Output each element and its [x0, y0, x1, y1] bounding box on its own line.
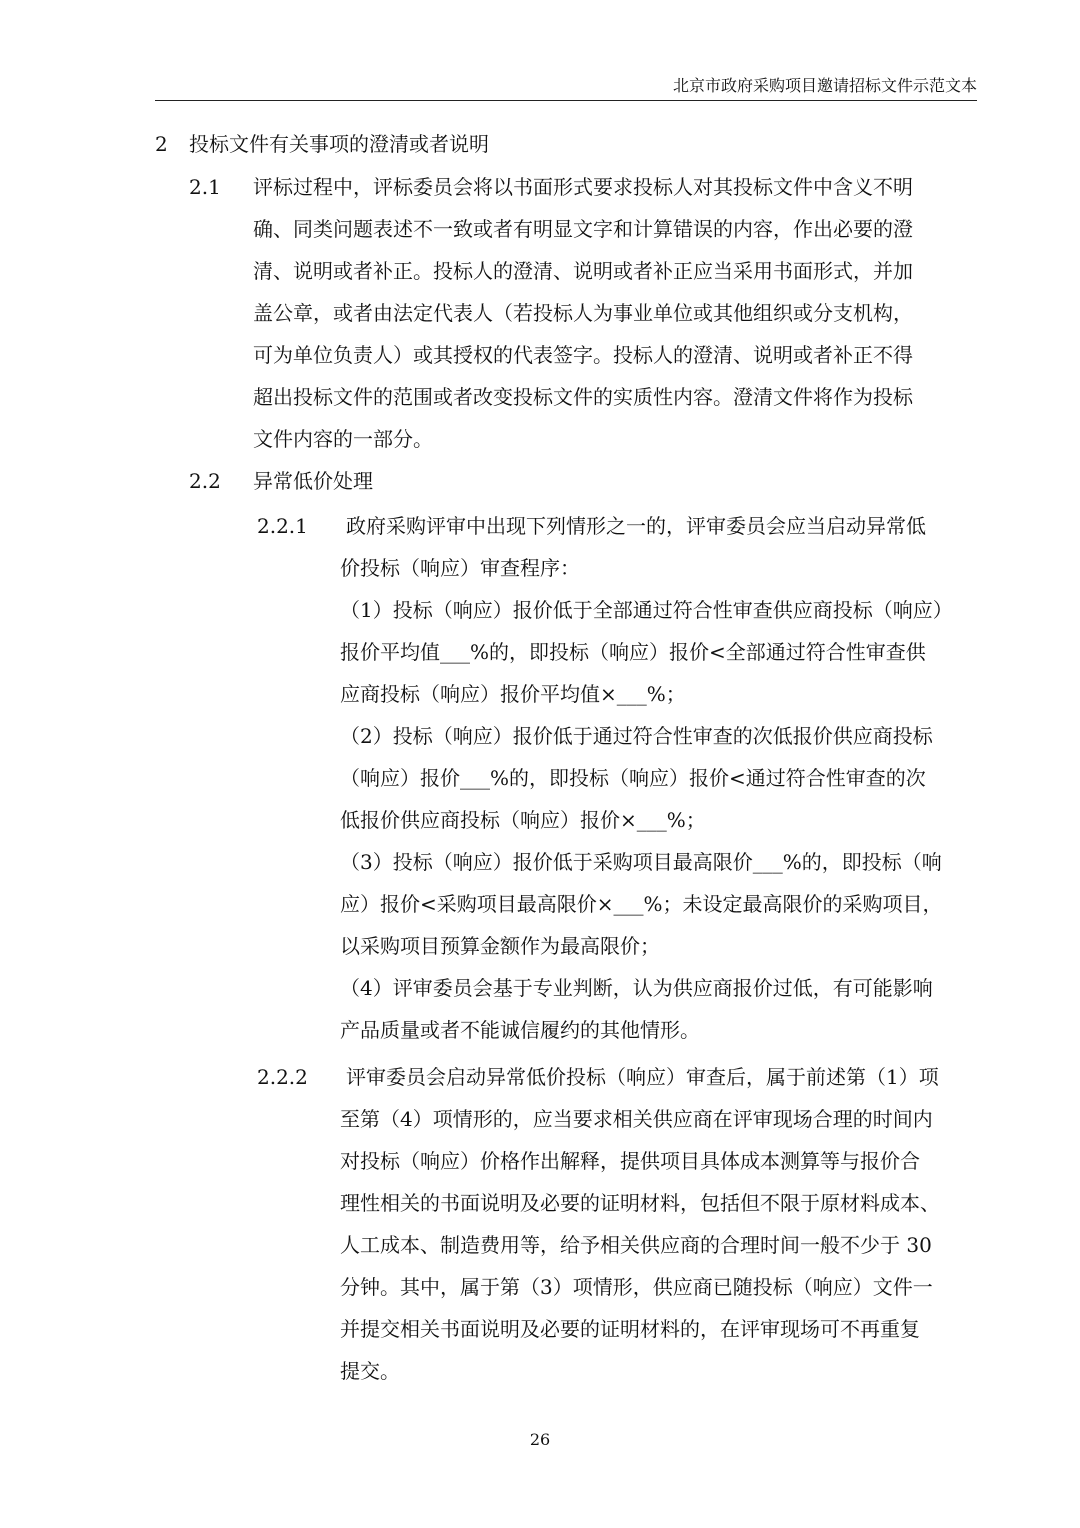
item-2-2-2-line: 对投标（响应）价格作出解释，提供项目具体成本测算等与报价合	[340, 1149, 920, 1173]
page-number: 26	[529, 1430, 551, 1449]
case-2-line: （响应）报价___%的，即投标（响应）报价<通过符合性审查的次	[340, 766, 926, 790]
item-2-2-2-line: 提交。	[340, 1359, 400, 1383]
item-2-2-title: 异常低价处理	[253, 469, 373, 493]
case-2-line: 低报价供应商投标（响应）报价×___%；	[340, 808, 706, 832]
case-4-line: 产品质量或者不能诚信履约的其他情形。	[340, 1018, 700, 1042]
item-2-2-2-line: 并提交相关书面说明及必要的证明材料的，在评审现场可不再重复	[340, 1317, 920, 1341]
case-3-line: 应）报价<采购项目最高限价×___%；未设定最高限价的采购项目，	[340, 892, 943, 916]
case-2-line: （2）投标（响应）报价低于通过符合性审查的次低报价供应商投标	[340, 724, 933, 748]
case-1-line: 报价平均值___%的，即投标（响应）报价<全部通过符合性审查供	[340, 640, 926, 664]
item-2-1-line: 超出投标文件的范围或者改变投标文件的实质性内容。澄清文件将作为投标	[253, 385, 913, 409]
item-2-1-line: 盖公章，或者由法定代表人（若投标人为事业单位或其他组织或分支机构，	[253, 301, 913, 325]
running-header	[155, 76, 977, 101]
item-2-1-number: 2.1	[189, 175, 221, 199]
header-title: 北京市政府采购项目邀请招标文件示范文本	[672, 76, 977, 95]
case-1-line: （1）投标（响应）报价低于全部通过符合性审查供应商投标（响应）	[340, 598, 953, 622]
item-2-1-line: 文件内容的一部分。	[253, 427, 433, 451]
item-2-2-2-line: 人工成本、制造费用等，给予相关供应商的合理时间一般不少于 30	[340, 1233, 932, 1257]
item-2-2-2-line: 至第（4）项情形的，应当要求相关供应商在评审现场合理的时间内	[340, 1107, 933, 1131]
section-2-number: 2	[155, 132, 168, 156]
item-2-1-line: 清、说明或者补正。投标人的澄清、说明或者补正应当采用书面形式，并加	[253, 259, 913, 283]
item-2-1-line: 确、同类问题表述不一致或者有明显文字和计算错误的内容，作出必要的澄	[253, 217, 913, 241]
item-2-1-line: 评标过程中，评标委员会将以书面形式要求投标人对其投标文件中含义不明	[253, 175, 913, 199]
item-2-2-1-line: 价投标（响应）审查程序：	[340, 556, 580, 580]
case-3-line: 以采购项目预算金额作为最高限价；	[340, 934, 660, 958]
item-2-2-2-line: 理性相关的书面说明及必要的证明材料，包括但不限于原材料成本、	[340, 1191, 940, 1215]
item-2-2-1-number: 2.2.1	[257, 514, 308, 538]
item-2-2-2-number: 2.2.2	[257, 1065, 308, 1089]
case-1-line: 应商投标（响应）报价平均值×___%；	[340, 682, 686, 706]
item-2-2-2-line: 分钟。其中，属于第（3）项情形，供应商已随投标（响应）文件一	[340, 1275, 933, 1299]
case-4-line: （4）评审委员会基于专业判断，认为供应商报价过低，有可能影响	[340, 976, 933, 1000]
item-2-2-2-line: 评审委员会启动异常低价投标（响应）审查后，属于前述第（1）项	[346, 1065, 939, 1089]
item-2-2-1-line: 政府采购评审中出现下列情形之一的，评审委员会应当启动异常低	[346, 514, 926, 538]
section-2-title: 投标文件有关事项的澄清或者说明	[189, 132, 489, 156]
item-2-2-number: 2.2	[189, 469, 221, 493]
case-3-line: （3）投标（响应）报价低于采购项目最高限价___%的，即投标（响	[340, 850, 942, 874]
item-2-1-line: 可为单位负责人）或其授权的代表签字。投标人的澄清、说明或者补正不得	[253, 343, 913, 367]
